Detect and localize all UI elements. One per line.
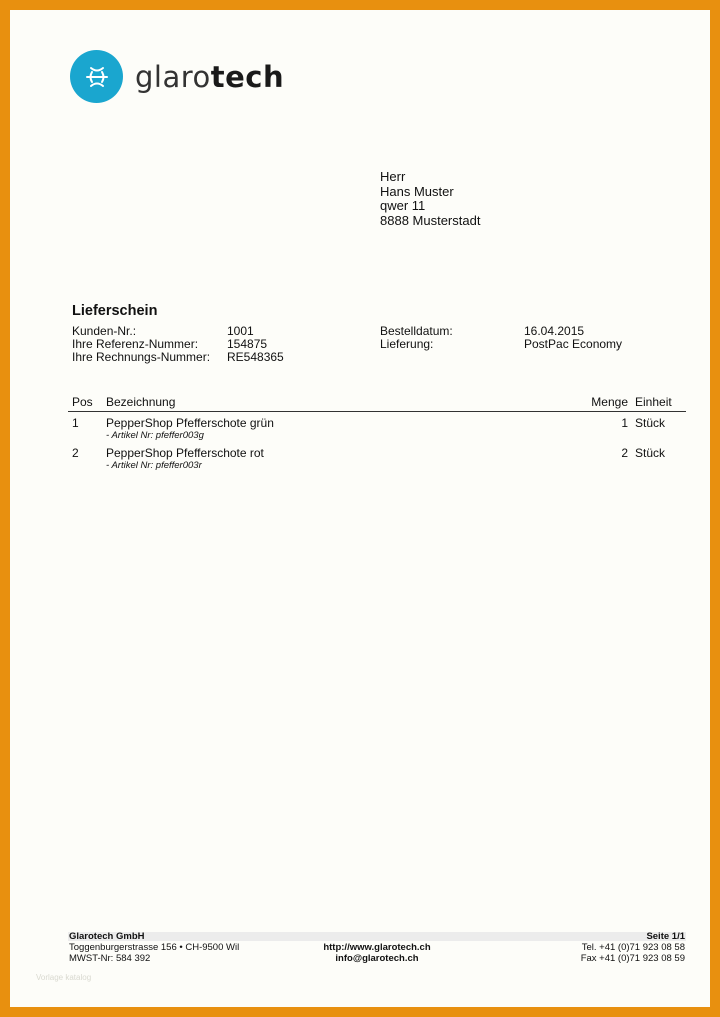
- order-info-left: [72, 325, 284, 363]
- footer-address: Toggenburgerstrasse 156 • CH-9500 Wil: [69, 941, 240, 953]
- recipient-address: [380, 170, 480, 228]
- header-pos: Pos: [72, 394, 93, 409]
- recipient-name: Hans Muster: [380, 183, 454, 199]
- item-sku: - Artikel Nr: pfeffer003r: [106, 460, 202, 471]
- order-info-right: [380, 325, 622, 351]
- footer-company: Glarotech GmbH: [69, 931, 145, 942]
- field-reference-number: Ihre Referenz-Nummer: 154875: [72, 336, 268, 351]
- header-quantity: Menge: [591, 394, 628, 409]
- header-unit: Einheit: [635, 394, 672, 409]
- recipient-street: qwer 11: [380, 198, 426, 213]
- field-customer-number: Kunden-Nr.: 1001: [72, 324, 254, 338]
- footer-website-link[interactable]: http://www.glarotech.ch: [323, 942, 431, 953]
- company-logo: [70, 50, 284, 103]
- item-name: PepperShop Pfefferschote grün: [106, 416, 274, 430]
- footer-vat: MWST-Nr: 584 392: [69, 952, 151, 964]
- footer-page-number: Seite 1/1: [646, 931, 685, 942]
- watermark: Vorlage katalog: [36, 973, 92, 982]
- table-row: 2 PepperShop Pfefferschote rot - Artikel Nr: pfeffer003r 2 Stück: [72, 446, 666, 471]
- header-description: Bezeichnung: [106, 394, 176, 409]
- field-delivery-method: Lieferung: PostPac Economy: [380, 336, 623, 351]
- footer-email-link[interactable]: info@glarotech.ch: [335, 952, 419, 964]
- recipient-city: 8888 Musterstadt: [380, 212, 481, 228]
- footer-phone: Tel. +41 (0)71 923 08 58: [581, 941, 685, 953]
- items-table: [68, 392, 686, 472]
- logo-emblem-icon: [70, 50, 123, 103]
- table-row: 1 PepperShop Pfefferschote grün - Artikel Nr: pfeffer003g 1 Stück: [72, 416, 666, 441]
- field-invoice-number: Ihre Rechnungs-Nummer: RE548365: [72, 349, 284, 364]
- items-table-header: [68, 392, 686, 412]
- logo-wordmark: glarotech: [135, 59, 285, 94]
- field-order-date: Bestelldatum: 16.04.2015: [380, 324, 585, 338]
- recipient-salutation: Herr: [380, 169, 406, 184]
- item-name: PepperShop Pfefferschote rot: [106, 446, 264, 460]
- document-page: [10, 10, 710, 1007]
- item-sku: - Artikel Nr: pfeffer003g: [106, 430, 204, 441]
- footer-fax: Fax +41 (0)71 923 08 59: [580, 952, 685, 964]
- document-title: Lieferschein: [72, 303, 158, 319]
